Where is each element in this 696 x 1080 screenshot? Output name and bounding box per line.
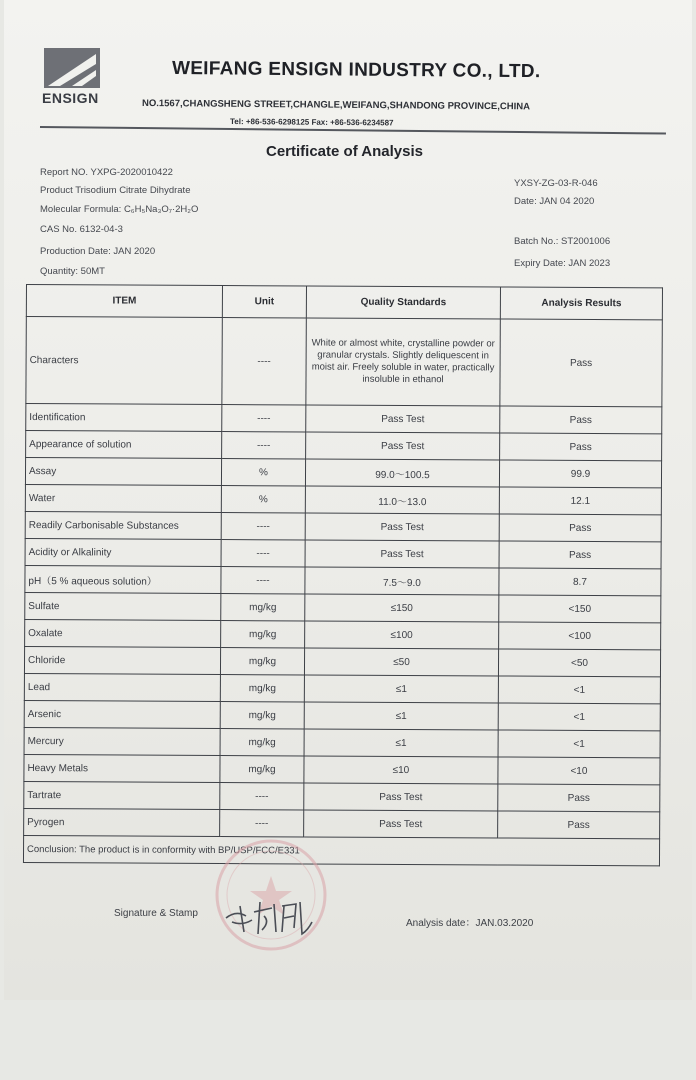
- column-header-unit: Unit: [222, 286, 306, 318]
- handwritten-signature-icon: [222, 892, 318, 940]
- row-standard: 7.5～9.0: [305, 567, 499, 595]
- row-item: Sulfate: [25, 592, 221, 620]
- production-date: Production Date: JAN 2020: [40, 246, 156, 257]
- row-result: 12.1: [499, 487, 661, 515]
- table-row: [24, 754, 660, 784]
- table-row: [25, 565, 661, 595]
- table-row: [24, 727, 660, 757]
- row-standard: Pass Test: [304, 810, 498, 838]
- table-row: [26, 404, 662, 434]
- row-result: Pass: [499, 541, 661, 569]
- row-result: <1: [498, 730, 660, 758]
- molecular-formula: Molecular Formula: C₆H₅Na₃O₇·2H₂O: [40, 204, 199, 215]
- table-row: [25, 484, 661, 514]
- cas-number: CAS No. 6132-04-3: [40, 224, 123, 235]
- analysis-date: Analysis date：JAN.03.2020: [406, 918, 534, 929]
- company-contact: Tel: +86-536-6298125 Fax: +86-536-6234587: [229, 117, 394, 128]
- expiry-date: Expiry Date: JAN 2023: [514, 258, 611, 269]
- header-divider: [40, 126, 666, 134]
- row-standard: Pass Test: [305, 540, 499, 568]
- table-row: [24, 781, 660, 811]
- report-date: Date: JAN 04 2020: [514, 196, 595, 207]
- row-unit: ----: [222, 318, 306, 405]
- row-standard: Pass Test: [305, 513, 499, 541]
- row-item: Water: [25, 484, 221, 512]
- row-unit: mg/kg: [220, 648, 304, 675]
- column-header-standards: Quality Standards: [306, 286, 500, 319]
- row-item: Pyrogen: [24, 808, 220, 836]
- table-row: [24, 646, 660, 676]
- row-unit: mg/kg: [220, 756, 304, 783]
- certificate-sheet: [4, 0, 692, 1000]
- column-header-results: Analysis Results: [500, 287, 662, 320]
- row-unit: ----: [221, 540, 305, 567]
- row-unit: mg/kg: [220, 729, 304, 756]
- row-item: Mercury: [24, 727, 220, 755]
- row-standard: ≤100: [305, 621, 499, 649]
- document-title: Certificate of Analysis: [266, 143, 423, 160]
- row-item: Tartrate: [24, 781, 220, 809]
- table-row: [26, 431, 662, 461]
- row-unit: mg/kg: [220, 675, 304, 702]
- column-header-item: ITEM: [26, 285, 222, 318]
- table-row: [24, 700, 660, 730]
- row-item: Heavy Metals: [24, 754, 220, 782]
- row-item: Characters: [26, 317, 222, 405]
- row-standard: ≤1: [304, 729, 498, 757]
- row-item: Lead: [24, 673, 220, 701]
- batch-number: Batch No.: ST2001006: [514, 236, 611, 247]
- company-address: NO.1567,CHANGSHENG STREET,CHANGLE,WEIFANG,SHANDONG PROVINCE,CHINA: [141, 98, 531, 113]
- table-row: [24, 673, 660, 703]
- row-result: Pass: [500, 433, 662, 461]
- row-standard: ≤50: [304, 648, 498, 676]
- row-item: Chloride: [24, 646, 220, 674]
- document-code: YXSY-ZG-03-R-046: [514, 178, 598, 189]
- row-unit: ----: [221, 513, 305, 540]
- row-item: Assay: [25, 458, 221, 486]
- row-unit: mg/kg: [220, 702, 304, 729]
- row-result: Pass: [498, 811, 660, 839]
- row-standard: Pass Test: [306, 405, 500, 433]
- row-standard: Pass Test: [306, 432, 500, 460]
- row-item: Oxalate: [25, 619, 221, 647]
- row-result: <1: [498, 676, 660, 704]
- table-row: [25, 458, 661, 488]
- row-standard: ≤1: [304, 675, 498, 703]
- row-result: Pass: [500, 406, 662, 434]
- row-standard: Pass Test: [304, 783, 498, 811]
- table-row: [25, 538, 661, 568]
- row-unit: ----: [222, 405, 306, 432]
- row-result: <100: [499, 622, 661, 650]
- row-result: Pass: [499, 514, 661, 542]
- signature-stamp-label: Signature & Stamp: [114, 908, 198, 919]
- row-standard: 11.0～13.0: [305, 486, 499, 514]
- row-item: Appearance of solution: [26, 431, 222, 459]
- table-row: [24, 808, 660, 838]
- row-unit: ----: [221, 567, 305, 594]
- table-header-row: [26, 285, 662, 320]
- table-row: [25, 619, 661, 649]
- row-standard: ≤150: [305, 594, 499, 622]
- row-standard: 99.0～100.5: [305, 459, 499, 487]
- company-name: WEIFANG ENSIGN INDUSTRY CO., LTD.: [171, 58, 541, 83]
- conclusion-text: Conclusion: The product is in conformity with BP/USP/FCC/E331: [23, 835, 659, 865]
- row-result: <1: [498, 703, 660, 731]
- row-result: <10: [498, 757, 660, 785]
- row-result: Pass: [500, 319, 662, 407]
- quantity: Quantity: 50MT: [40, 266, 105, 277]
- row-unit: %: [221, 459, 305, 486]
- logo-text: ENSIGN: [42, 90, 99, 106]
- table-row: [25, 511, 661, 541]
- row-result: 8.7: [499, 568, 661, 596]
- row-result: 99.9: [499, 460, 661, 488]
- conclusion-row: [23, 835, 659, 865]
- report-number: Report NO. YXPG-2020010422: [40, 167, 173, 178]
- product-name: Product Trisodium Citrate Dihydrate: [40, 185, 191, 196]
- analysis-table: [23, 284, 663, 866]
- row-unit: ----: [220, 783, 304, 810]
- row-item: Readily Carbonisable Substances: [25, 511, 221, 539]
- row-standard: ≤1: [304, 702, 498, 730]
- table-row: [25, 592, 661, 622]
- row-standard: White or almost white, crystalline powder or granular crystals. Slightly deliquescent in moist air. Freely soluble in water, practically insoluble in ethanol: [306, 318, 500, 406]
- row-result: Pass: [498, 784, 660, 812]
- row-item: Identification: [26, 404, 222, 432]
- table-row: [26, 317, 662, 407]
- row-result: <50: [498, 649, 660, 677]
- row-result: <150: [499, 595, 661, 623]
- row-item: Arsenic: [24, 700, 220, 728]
- row-standard: ≤10: [304, 756, 498, 784]
- row-unit: ----: [222, 432, 306, 459]
- row-unit: mg/kg: [221, 594, 305, 621]
- row-item: Acidity or Alkalinity: [25, 538, 221, 566]
- row-item: pH（5 % aqueous solution）: [25, 565, 221, 593]
- row-unit: mg/kg: [221, 621, 305, 648]
- row-unit: ----: [220, 810, 304, 837]
- row-unit: %: [221, 486, 305, 513]
